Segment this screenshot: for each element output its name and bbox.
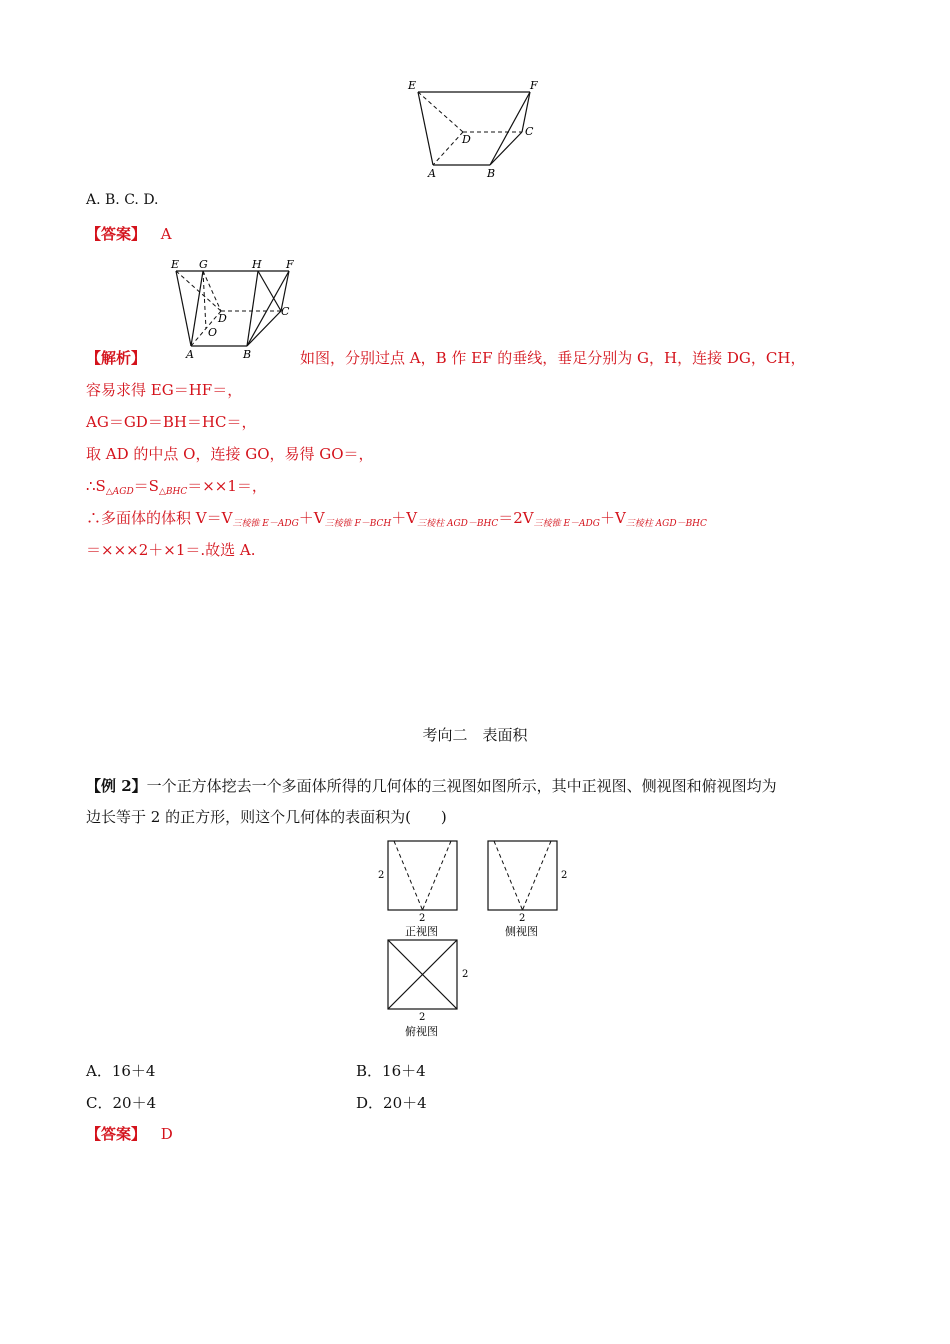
answer-tag: 【答案】 xyxy=(86,1125,147,1143)
label-B: B xyxy=(243,348,252,361)
analysis-line-5: $\therefore S_{\triangle AGD}=S_{\triangle BHC}=\times\times 1=$， xyxy=(86,477,267,497)
example2-line-1: 【例 2】一个正方体挖去一个多面体所得的几何体的三视图如图所示，其中正视图、侧视图和俯视图均为 xyxy=(86,777,777,795)
label-O: O xyxy=(208,326,218,339)
label-E: E xyxy=(171,258,180,271)
label-E: E xyxy=(408,79,417,92)
answer1 xyxy=(86,223,172,244)
analysis-line-3: AG＝GD＝BH＝HC＝， xyxy=(86,413,257,431)
side-width-dim: 2 xyxy=(519,913,526,924)
example-tag: 【例 2】 xyxy=(86,777,147,795)
front-width-dim: 2 xyxy=(419,913,426,924)
answer-value: A xyxy=(160,225,172,243)
answer-value: D xyxy=(160,1125,173,1143)
label-D: D xyxy=(462,133,471,146)
example2-line-2: 边长等于 2 的正方形，则这个几何体的表面积为( ) xyxy=(86,808,447,826)
label-B: B xyxy=(487,167,496,180)
top-view-caption: 俯视图 xyxy=(405,1025,438,1038)
analysis-line-1: 如图，分别过点 A，B 作 EF 的垂线，垂足分别为 G，H，连接 DG，CH， xyxy=(300,349,806,367)
analysis-line-6: ∴多面体的体积 $V=V_{三棱锥 E-ADG}+V_{三棱锥 F-BCH}+V_{三棱柱 AGD-BHC}=2V_{三棱锥 E-ADG}+V_{三棱柱 AGD-BHC}$ xyxy=(86,509,707,529)
option-d: D．20＋4 xyxy=(356,1094,427,1112)
option-a: A．16＋4 xyxy=(86,1062,156,1080)
analysis-first-line xyxy=(86,347,806,368)
label-A: A xyxy=(186,348,194,361)
label-A: A xyxy=(428,167,436,180)
label-F: F xyxy=(530,79,538,92)
analysis-line-4: 取 AD 的中点 O，连接 GO，易得 GO＝， xyxy=(86,445,374,463)
label-C: C xyxy=(281,305,290,318)
three-views-figure xyxy=(374,836,574,1042)
question1-options: A. B. C. D. xyxy=(86,192,159,208)
label-F: F xyxy=(286,258,294,271)
analysis-tag: 【解析】 xyxy=(86,349,147,367)
top-width-dim: 2 xyxy=(419,1012,426,1023)
front-height-dim: 2 xyxy=(378,870,385,881)
option-b: B．16＋4 xyxy=(356,1062,426,1080)
side-view-caption: 侧视图 xyxy=(505,925,538,938)
answer-tag: 【答案】 xyxy=(86,225,147,243)
polyhedron-figure xyxy=(400,74,550,182)
label-G: G xyxy=(199,258,208,271)
label-D: D xyxy=(218,312,227,325)
label-H: H xyxy=(252,258,262,271)
answer2 xyxy=(86,1123,173,1144)
label-C: C xyxy=(525,125,534,138)
top-height-dim: 2 xyxy=(462,969,469,980)
option-c: C．20＋4 xyxy=(86,1094,157,1112)
front-view-caption: 正视图 xyxy=(405,925,438,938)
section-title: 考向二 表面积 xyxy=(422,726,528,744)
analysis-line-7: ＝×××2＋×1＝.故选 A. xyxy=(86,541,256,559)
construction-figure xyxy=(168,257,298,361)
analysis-line-2: 容易求得 EG＝HF＝， xyxy=(86,381,243,399)
side-height-dim: 2 xyxy=(561,870,568,881)
